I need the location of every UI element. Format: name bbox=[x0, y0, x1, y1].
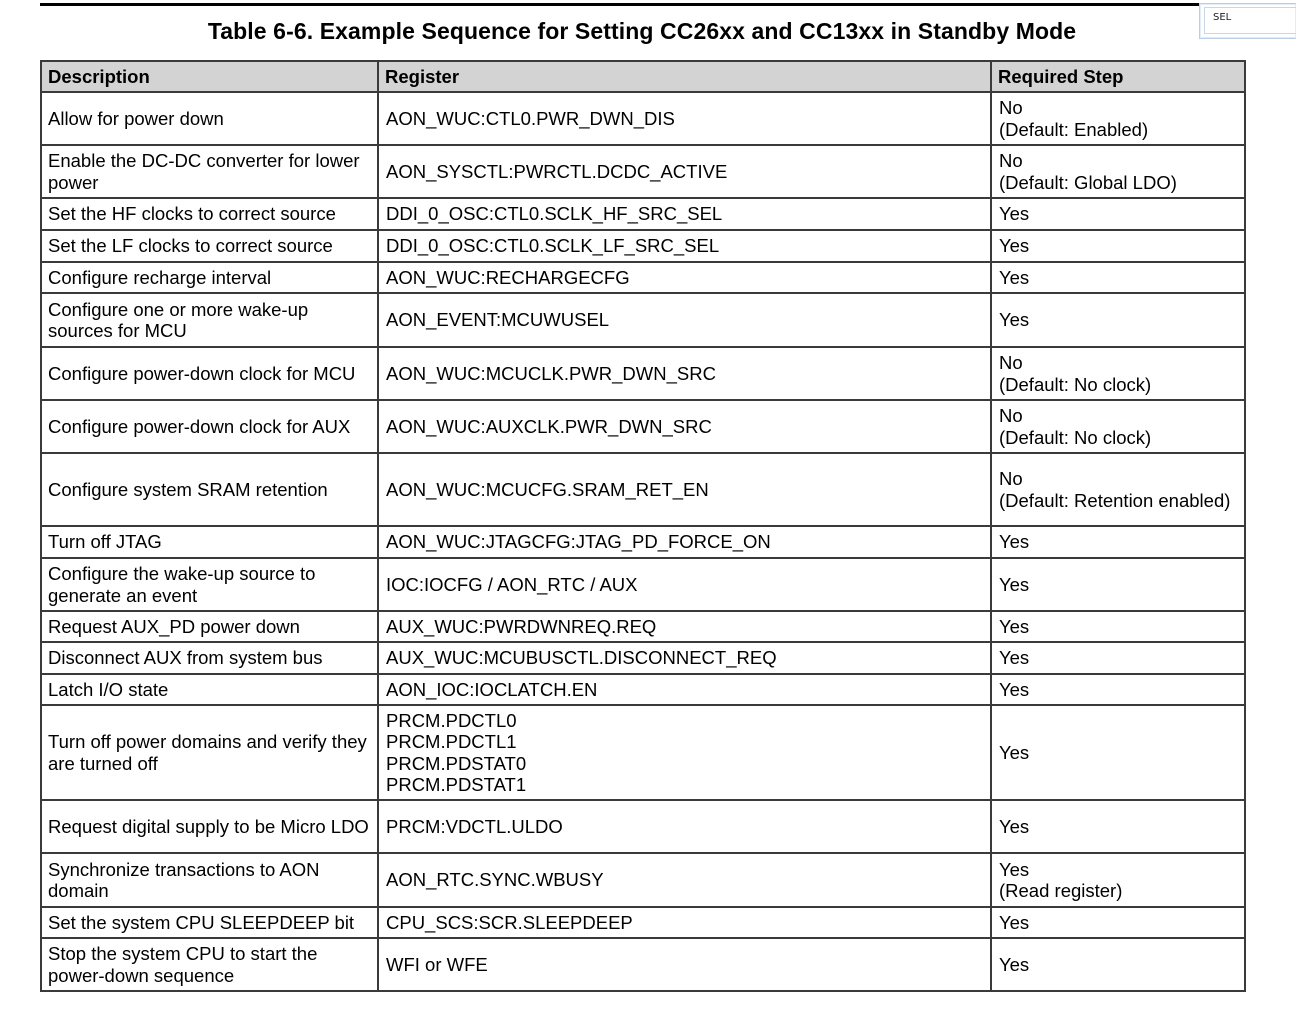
required-step-line: Yes bbox=[999, 911, 1030, 933]
required-step-line: Yes bbox=[999, 741, 1030, 763]
cell-register bbox=[378, 907, 991, 938]
register-line: AON_WUC:MCUCLK.PWR_DWN_SRC bbox=[386, 362, 716, 384]
cell-required-step bbox=[991, 611, 1245, 642]
cell-register bbox=[378, 674, 991, 705]
table-row bbox=[41, 145, 1245, 198]
cell-description: Request digital supply to be Micro LDO bbox=[41, 800, 378, 853]
cell-required-step bbox=[991, 400, 1245, 453]
register-line: PRCM.PDSTAT0 bbox=[386, 752, 527, 774]
cell-description: Disconnect AUX from system bus bbox=[41, 642, 378, 674]
standby-sequence-table bbox=[40, 60, 1246, 992]
cell-required-step bbox=[991, 853, 1245, 907]
cell-register bbox=[378, 800, 991, 853]
table-row bbox=[41, 293, 1245, 347]
required-step-line: (Default: Global LDO) bbox=[999, 171, 1177, 193]
cell-register bbox=[378, 92, 991, 145]
cell-description: Configure system SRAM retention bbox=[41, 453, 378, 526]
column-header-register: Register bbox=[378, 61, 991, 92]
required-step-line: No bbox=[999, 352, 1023, 373]
table-row bbox=[41, 642, 1245, 674]
register-line: AON_WUC:AUXCLK.PWR_DWN_SRC bbox=[386, 415, 712, 437]
table-row bbox=[41, 558, 1245, 611]
cell-description: Configure recharge interval bbox=[41, 262, 378, 293]
register-line: AON_IOC:IOCLATCH.EN bbox=[386, 678, 598, 700]
table-row bbox=[41, 198, 1245, 230]
required-step-line: No bbox=[999, 97, 1023, 118]
required-step-line: No bbox=[999, 150, 1023, 171]
register-line: AON_EVENT:MCUWUSEL bbox=[386, 309, 610, 331]
required-step-line: Yes bbox=[999, 815, 1030, 837]
cell-required-step bbox=[991, 230, 1245, 262]
register-line: AON_WUC:RECHARGECFG bbox=[386, 266, 630, 288]
required-step-line: Yes bbox=[999, 309, 1030, 331]
cell-description: Request AUX_PD power down bbox=[41, 611, 378, 642]
table-row bbox=[41, 262, 1245, 293]
cell-register bbox=[378, 230, 991, 262]
cell-required-step bbox=[991, 92, 1245, 145]
cell-description: Synchronize transactions to AON domain bbox=[41, 853, 378, 907]
cell-register bbox=[378, 938, 991, 991]
cell-register bbox=[378, 293, 991, 347]
cell-description: Enable the DC-DC converter for lower power bbox=[41, 145, 378, 198]
table-row bbox=[41, 453, 1245, 526]
required-step-line: (Default: Enabled) bbox=[999, 118, 1149, 140]
cell-register bbox=[378, 642, 991, 674]
cell-description: Set the system CPU SLEEPDEEP bit bbox=[41, 907, 378, 938]
register-line: AON_SYSCTL:PWRCTL.DCDC_ACTIVE bbox=[386, 160, 728, 182]
required-step-line: (Default: Retention enabled) bbox=[999, 489, 1231, 511]
register-line: AON_WUC:CTL0.PWR_DWN_DIS bbox=[386, 107, 675, 129]
cell-description: Turn off power domains and verify they are turned off bbox=[41, 705, 378, 800]
table-row bbox=[41, 347, 1245, 400]
cell-register bbox=[378, 558, 991, 611]
register-line: AON_WUC:JTAGCFG:JTAG_PD_FORCE_ON bbox=[386, 531, 771, 553]
required-step-line: Yes bbox=[999, 573, 1030, 595]
cell-register bbox=[378, 453, 991, 526]
cell-required-step bbox=[991, 526, 1245, 558]
required-step-line: Yes bbox=[999, 531, 1030, 553]
required-step-line: Yes bbox=[999, 647, 1030, 669]
register-line: AON_WUC:MCUCFG.SRAM_RET_EN bbox=[386, 478, 709, 500]
cell-description: Configure the wake-up source to generate an event bbox=[41, 558, 378, 611]
sel-label: SEL bbox=[1204, 7, 1296, 34]
table-title: Table 6-6. Example Sequence for Setting CC26xx and CC13xx in Standby Mode bbox=[207, 18, 1077, 44]
register-line: WFI or WFE bbox=[386, 953, 488, 975]
table-row bbox=[41, 92, 1245, 145]
cell-register bbox=[378, 400, 991, 453]
cell-required-step bbox=[991, 705, 1245, 800]
cell-required-step bbox=[991, 907, 1245, 938]
register-line: DDI_0_OSC:CTL0.SCLK_LF_SRC_SEL bbox=[386, 235, 720, 257]
cell-required-step bbox=[991, 800, 1245, 853]
register-line: PRCM.PDSTAT1 bbox=[386, 774, 527, 795]
required-step-line: No bbox=[999, 405, 1023, 426]
register-line: PRCM.PDCTL1 bbox=[386, 731, 517, 752]
cell-description: Configure power-down clock for MCU bbox=[41, 347, 378, 400]
cell-description: Configure power-down clock for AUX bbox=[41, 400, 378, 453]
cell-required-step bbox=[991, 347, 1245, 400]
required-step-line: Yes bbox=[999, 203, 1030, 225]
table-row bbox=[41, 853, 1245, 907]
required-step-line: Yes bbox=[999, 615, 1030, 637]
column-header-description: Description bbox=[41, 61, 378, 92]
cell-required-step bbox=[991, 293, 1245, 347]
required-step-line: No bbox=[999, 468, 1023, 489]
cell-register bbox=[378, 526, 991, 558]
cell-description: Configure one or more wake-up sources for MCU bbox=[41, 293, 378, 347]
required-step-line: Yes bbox=[999, 266, 1030, 288]
required-step-line: (Default: No clock) bbox=[999, 426, 1152, 448]
cell-description: Stop the system CPU to start the power-down sequence bbox=[41, 938, 378, 991]
cell-required-step bbox=[991, 262, 1245, 293]
cell-required-step bbox=[991, 558, 1245, 611]
register-line: AUX_WUC:MCUBUSCTL.DISCONNECT_REQ bbox=[386, 647, 777, 669]
cell-description: Allow for power down bbox=[41, 92, 378, 145]
table-row bbox=[41, 938, 1245, 991]
register-line: AUX_WUC:PWRDWNREQ.REQ bbox=[386, 615, 657, 637]
table-row bbox=[41, 800, 1245, 853]
register-line: IOC:IOCFG / AON_RTC / AUX bbox=[386, 573, 638, 595]
table-row bbox=[41, 907, 1245, 938]
table-row bbox=[41, 674, 1245, 705]
top-rule bbox=[40, 3, 1204, 6]
cell-required-step bbox=[991, 642, 1245, 674]
required-step-line: Yes bbox=[999, 953, 1030, 975]
table-row bbox=[41, 526, 1245, 558]
required-step-line: Yes bbox=[999, 235, 1030, 257]
table-row bbox=[41, 400, 1245, 453]
cell-required-step bbox=[991, 938, 1245, 991]
cell-register bbox=[378, 262, 991, 293]
table-header-row bbox=[41, 61, 1245, 92]
cell-register bbox=[378, 853, 991, 907]
register-line: DDI_0_OSC:CTL0.SCLK_HF_SRC_SEL bbox=[386, 203, 723, 225]
cell-register bbox=[378, 705, 991, 800]
register-line: CPU_SCS:SCR.SLEEPDEEP bbox=[386, 911, 633, 933]
cell-register bbox=[378, 145, 991, 198]
table-row bbox=[41, 611, 1245, 642]
cell-required-step bbox=[991, 198, 1245, 230]
cell-register bbox=[378, 347, 991, 400]
required-step-line: (Default: No clock) bbox=[999, 373, 1152, 395]
required-step-line: Yes bbox=[999, 858, 1030, 880]
cell-description: Set the LF clocks to correct source bbox=[41, 230, 378, 262]
cell-description: Turn off JTAG bbox=[41, 526, 378, 558]
register-line: AON_RTC.SYNC.WBUSY bbox=[386, 869, 604, 891]
register-line: PRCM:VDCTL.ULDO bbox=[386, 815, 563, 837]
register-line: PRCM.PDCTL0 bbox=[386, 709, 517, 731]
required-step-line: Yes bbox=[999, 678, 1030, 700]
cell-description: Latch I/O state bbox=[41, 674, 378, 705]
column-header-required-step: Required Step bbox=[991, 61, 1245, 92]
cell-register bbox=[378, 611, 991, 642]
cell-description: Set the HF clocks to correct source bbox=[41, 198, 378, 230]
cell-required-step bbox=[991, 453, 1245, 526]
cell-required-step bbox=[991, 145, 1245, 198]
table-body bbox=[41, 92, 1245, 991]
cell-register bbox=[378, 198, 991, 230]
required-step-line: (Read register) bbox=[999, 880, 1123, 901]
table-row bbox=[41, 705, 1245, 800]
table-row bbox=[41, 230, 1245, 262]
cell-required-step bbox=[991, 674, 1245, 705]
